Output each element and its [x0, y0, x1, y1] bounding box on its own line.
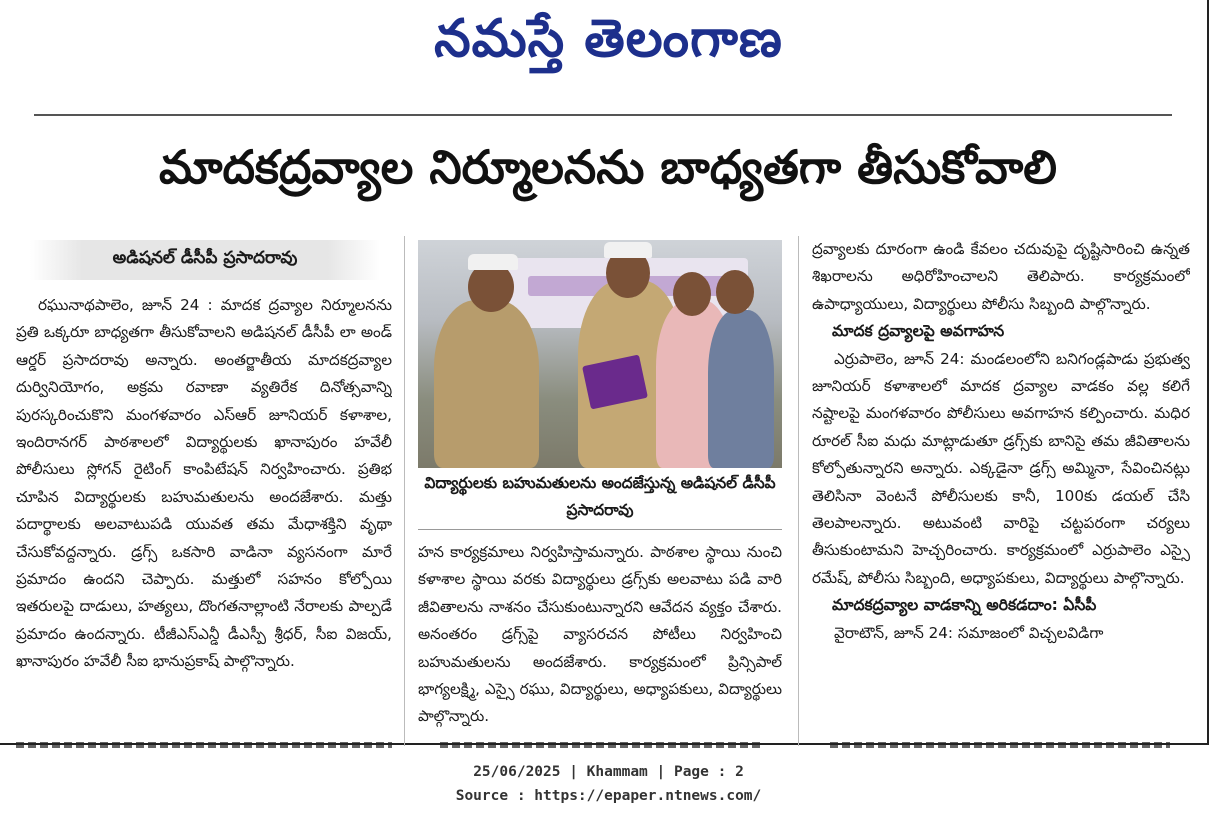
footer-date-edition: 25/06/2025 | Khammam | Page : 2	[473, 764, 744, 780]
article-headline: మాదకద్రవ్యాల నిర్మూలనను బాధ్యతగా తీసుకోవాలి	[159, 140, 1057, 194]
article-photo	[418, 240, 782, 468]
section-title: మాదకద్రవ్యాల వాడకాన్ని అరికడదాం: ఏసీపీ	[832, 596, 1097, 615]
article-subhead: అడిషనల్ డీసీపీ ప్రసాదరావు	[112, 248, 298, 268]
police-cap	[468, 254, 518, 270]
section-body: వైరాటౌన్, జూన్ 24: సమాజంలో విచ్చలవిడిగా	[834, 623, 1104, 642]
person-head	[673, 272, 711, 316]
section-title: మాదక ద్రవ్యాలపై అవగాహన	[832, 322, 1005, 341]
subhead-banner	[30, 240, 380, 280]
middle-column	[418, 539, 782, 747]
police-cap	[604, 242, 652, 258]
caption-rule	[418, 529, 782, 530]
right-column	[812, 236, 1190, 746]
left-column-paragraph: రఘునాథపాలెం, జూన్ 24 : మాదక ద్రవ్యాల నిర్మూలనను ప్రతి ఒక్కరూ బాధ్యతగా తీసుకోవాలని అడిషనల్ డీసీపీ లా అండ్ ఆర్డర్ ప్రసాదరావు అన్నారు. అంతర్జాతీయ మాదకద్రవ్యాల దుర్వినియోగం, అక్రమ రవాణా వ్యతిరేక దినోత్సవాన్ని పురస్కరించుకొని మంగళవారం ఎస్ఆర్ జూనియర్ కళాశాల, ఇందిరానగర్ పాఠశాలలో విద్యార్థులకు ఖానాపురం హవేలీ పోలీసులు స్లోగన్ రైటింగ్ కాంపిటేషన్ నిర్వహించారు. ప్రతిభ చూపిన విద్యార్థులకు బహుమతులను అందజేశారు. మత్తు పదార్థాలకు అలవాటుపడి యువత తమ మేధాశక్తిని వృథా చేసుకోవద్దన్నారు. డ్రగ్స్ ఒకసారి వాడినా వ్యసనంగా మారే ప్రమాదం ఉందని చెప్పారు. మత్తులో సహనం కోల్పోయి ఇతరులపై దాడులు, హత్యలు, దొంగతనాల్లాంటి నేరాలకు పాల్పడే ప్రమాదం ఉందన్నారు. టీజీఎస్ఎన్డీ డీఎస్పీ శ్రీధర్, సీఐ విజయ్, ఖానాపురం హవేలీ సీఐ భానుప్రకాష్ పాల్గొన్నారు.	[16, 296, 392, 671]
officer-figure	[434, 300, 539, 468]
left-column	[16, 292, 392, 747]
person-head	[716, 270, 754, 314]
bystander-figure	[708, 310, 774, 468]
column-divider	[798, 236, 799, 746]
footer-source: Source : https://epaper.ntnews.com/	[455, 788, 762, 804]
masthead-rule	[34, 114, 1172, 116]
photo-caption: విద్యార్థులకు బహుమతులను అందజేస్తున్న అడిషనల్ డీసీపీ ప్రసాదరావు	[424, 474, 776, 519]
clipped-text-edge	[830, 742, 1170, 748]
column-divider	[404, 236, 405, 746]
newspaper-masthead: నమస్తే తెలంగాణ	[434, 9, 783, 69]
clipped-text-edge	[440, 742, 760, 748]
right-column-intro: ద్రవ్యాలకు దూరంగా ఉండి కేవలం చదువుపై దృష్టిసారించి ఉన్నత శిఖరాలను అధిరోహించాలని తెలిపారు. కార్యక్రమంలో ఉపాధ్యాయులు, విద్యార్థులు పోలీసు సిబ్బంది పాల్గొన్నారు.	[812, 240, 1190, 313]
section-body: ఎర్రుపాలెం, జూన్ 24: మండలంలోని బనిగండ్లపాడు ప్రభుత్వ జూనియర్ కళాశాలలో మాదక ద్రవ్యాల వాడకం వల్ల కలిగే నష్టాలపై మంగళవారం పోలీసులు అవగాహన కల్పించారు. మధిర రూరల్ సీఐ మధు మాట్లాడుతూ డ్రగ్స్‌కు బానిసై తమ జీవితాలను కోల్పోతున్నారని అన్నారు. ఎక్కడైనా డ్రగ్స్ అమ్మినా, సేవించినట్లు తెలిసినా వెంటనే పోలీసులకు కానీ, 100కు డయల్ చేసి తెలపాలన్నారు. అటువంటి వారిపై చట్టపరంగా చర్యలు తీసుకుంటామని హెచ్చరించారు. కార్యక్రమంలో ఎర్రుపాలెం ఎస్సై రమేష్, పోలీసు సిబ్బంది, అధ్యాపకులు, విద్యార్థులు పాల్గొన్నారు.	[812, 349, 1190, 587]
middle-column-paragraph: హన కార్యక్రమాలు నిర్వహిస్తామన్నారు. పాఠశాల స్థాయి నుంచి కళాశాల స్థాయి వరకు విద్యార్థులు డ్రగ్స్‌కు అలవాటు పడి వారి జీవితాలను నాశనం చేసుకుంటున్నారని ఆవేదన వ్యక్తం చేశారు. అనంతరం డ్రగ్స్‌పై వ్యాసరచన పోటీలు నిర్వహించి బహుమతులను అందజేశారు. కార్యక్రమంలో ప్రిన్సిపాల్ భాగ్యలక్ష్మి, ఎస్సై రఘు, విద్యార్థులు, అధ్యాపకులు, విద్యార్థులు పాల్గొన్నారు.	[418, 543, 782, 726]
clipped-text-edge	[16, 742, 392, 748]
